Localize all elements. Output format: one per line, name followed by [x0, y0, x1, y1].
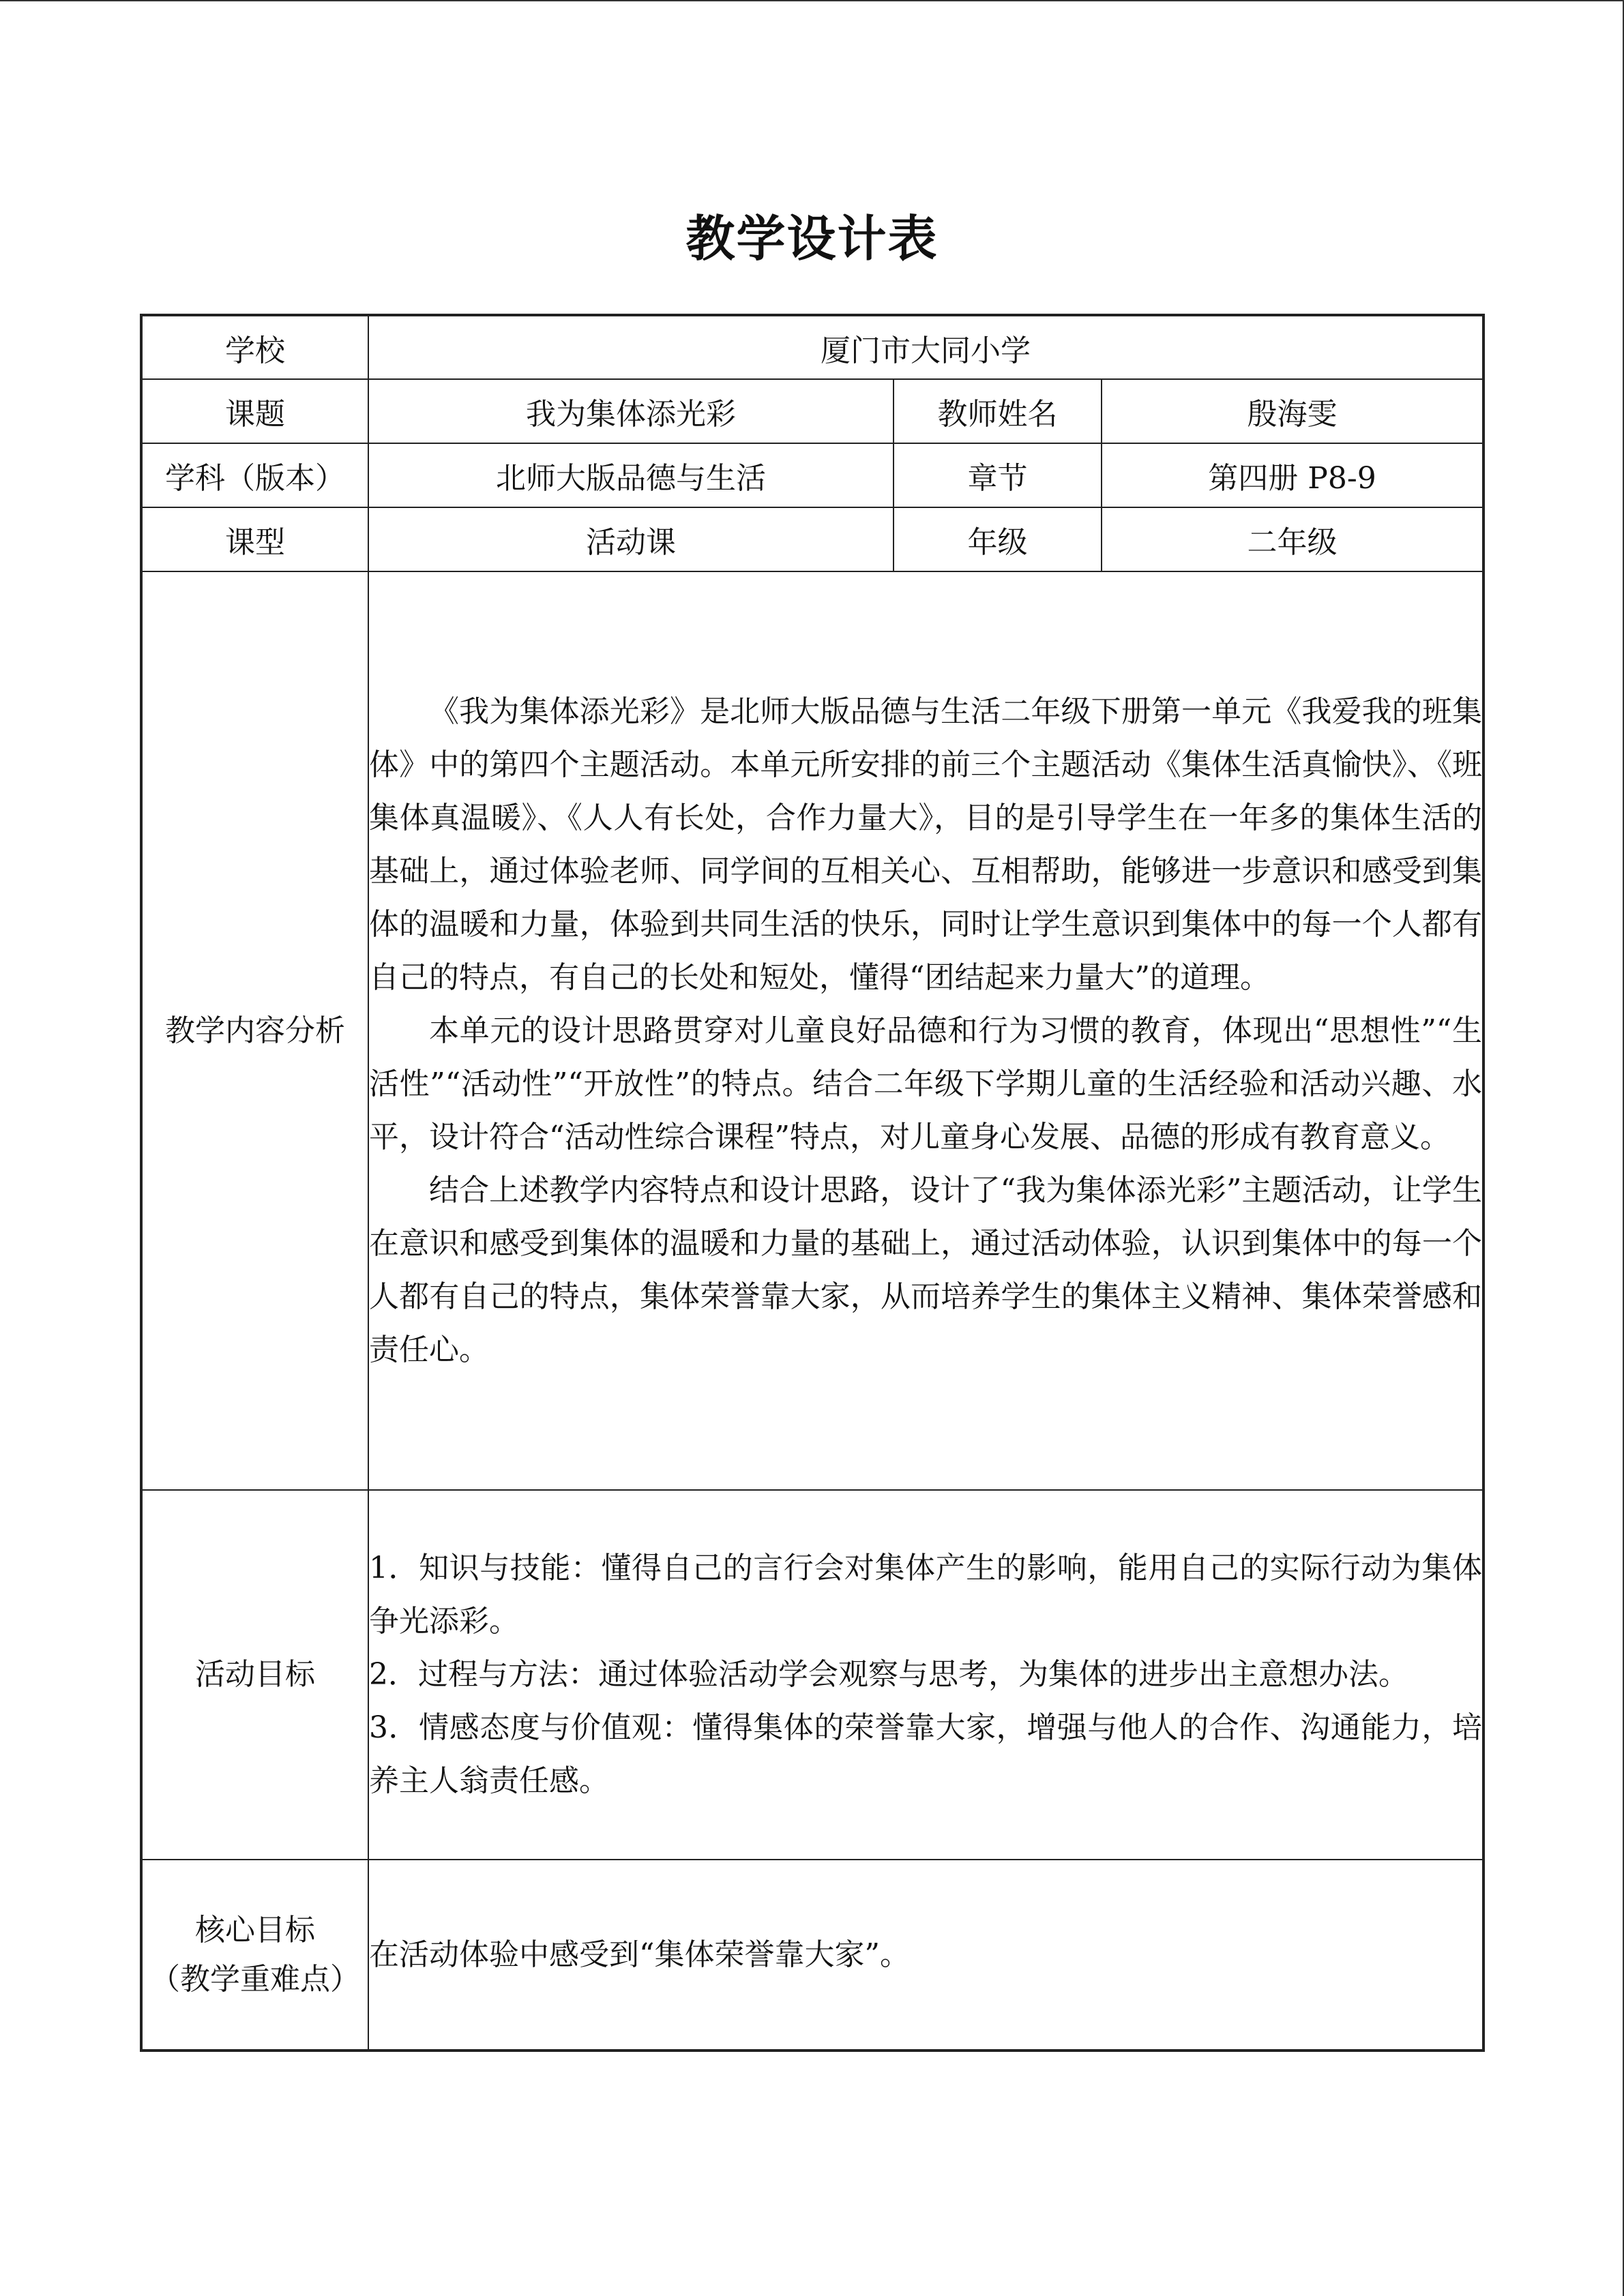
chapter-label: 章节 — [894, 443, 1102, 507]
content-paragraph: 结合上述教学内容特点和设计思路，设计了“我为集体添光彩”主题活动，让学生在意识和感受到集体的温暖和力量的基础上，通过活动体验，认识到集体中的每一个人都有自己的特点，集体荣誉靠大家，从而培养学生的集体主义精神、集体荣誉感和责任心。 — [369, 1172, 1483, 1367]
subject-label: 学科（版本） — [141, 443, 368, 507]
goal-item: 3．情感态度与价值观：懂得集体的荣誉靠大家，增强与他人的合作、沟通能力，培养主人翁责任感。 — [369, 1710, 1483, 1798]
table-row — [141, 379, 1483, 443]
content-paragraph: 本单元的设计思路贯穿对儿童良好品德和行为习惯的教育，体现出“思想性”“生活性”“活动性”“开放性”的特点。结合二年级下学期儿童的生活经验和活动兴趣、水平，设计符合“活动性综合课程”特点，对儿童身心发展、品德的形成有教育意义。 — [369, 1013, 1483, 1154]
core-goal-value: 在活动体验中感受到“集体荣誉靠大家”。 — [369, 1937, 910, 1972]
table-row — [141, 315, 1483, 379]
teacher-label: 教师姓名 — [894, 379, 1102, 443]
core-goal-label — [141, 1860, 368, 2051]
page-title: 教学设计表 — [685, 210, 939, 267]
activity-goals-cell — [368, 1490, 1483, 1860]
topic-label: 课题 — [141, 379, 368, 443]
chapter-value: 第四册 P8-9 — [1102, 443, 1483, 507]
table-row — [141, 1860, 1483, 2051]
teacher-value: 殷海雯 — [1102, 379, 1483, 443]
content-paragraph: 《我为集体添光彩》是北师大版品德与生活二年级下册第一单元《我爱我的班集体》中的第四个主题活动。本单元所安排的前三个主题活动《集体生活真愉快》、《班集体真温暖》、《人人有长处，合作力量大》，目的是引导学生在一年多的集体生活的基础上，通过体验老师、同学间的互相关心、互相帮助，能够进一步意识和感受到集体的温暖和力量，体验到共同生活的快乐，同时让学生意识到集体中的每一个人都有自己的特点，有自己的长处和短处，懂得“团结起来力量大”的道理。 — [369, 694, 1483, 995]
subject-value: 北师大版品德与生活 — [368, 443, 894, 507]
table-row — [141, 571, 1483, 1490]
activity-goals-label: 活动目标 — [141, 1490, 368, 1860]
school-label: 学校 — [141, 315, 368, 379]
table-row — [141, 1490, 1483, 1860]
goal-item: 1．知识与技能：懂得自己的言行会对集体产生的影响，能用自己的实际行动为集体争光添彩。 — [369, 1551, 1483, 1639]
school-value: 厦门市大同小学 — [368, 315, 1483, 379]
content-analysis-label: 教学内容分析 — [141, 571, 368, 1490]
core-goal-label-line1: 核心目标 — [195, 1912, 315, 1948]
goal-item: 2．过程与方法：通过体验活动学会观察与思考，为集体的进步出主意想办法。 — [369, 1657, 1408, 1692]
grade-value: 二年级 — [1102, 507, 1483, 571]
table-row — [141, 443, 1483, 507]
table-row — [141, 507, 1483, 571]
core-goal-label-line2: （教学重难点） — [150, 1961, 360, 1997]
lesson-type-label: 课型 — [141, 507, 368, 571]
content-analysis-cell — [368, 571, 1483, 1490]
teaching-design-table — [140, 314, 1485, 2052]
core-goal-cell — [368, 1860, 1483, 2051]
topic-value: 我为集体添光彩 — [368, 379, 894, 443]
lesson-type-value: 活动课 — [368, 507, 894, 571]
grade-label: 年级 — [894, 507, 1102, 571]
